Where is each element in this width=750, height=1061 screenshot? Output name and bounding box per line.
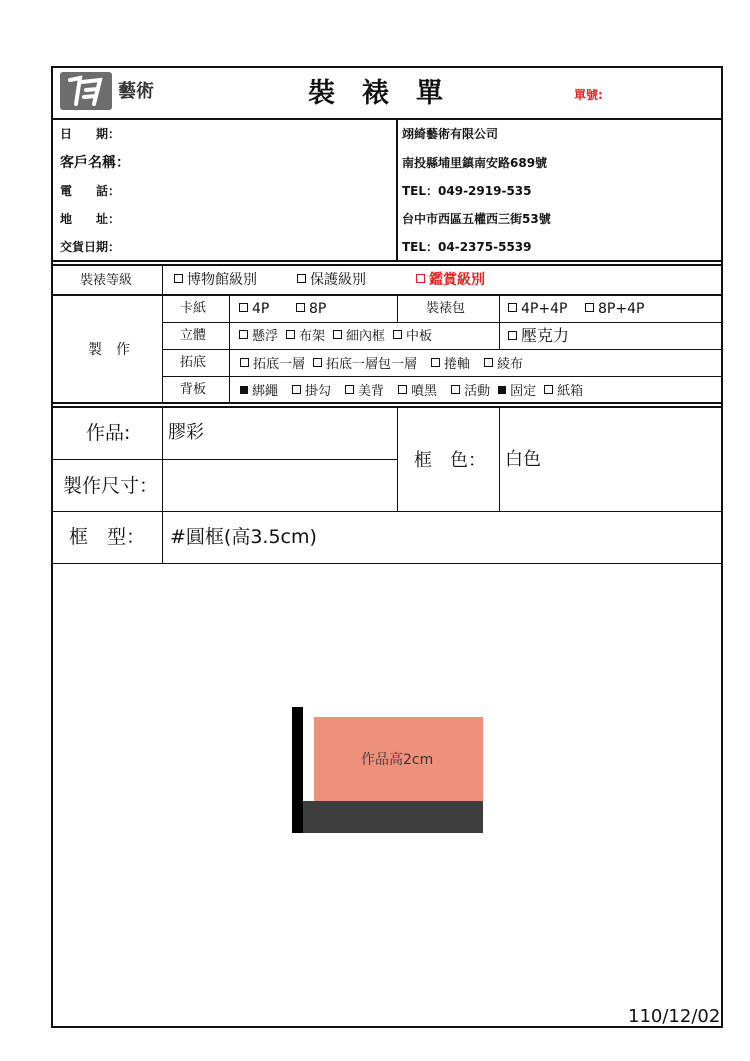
checkbox[interactable] — [431, 358, 440, 367]
company-tel-2: TEL：04-2375-5539 — [402, 240, 532, 254]
rule-prod-1 — [162, 322, 723, 323]
order-number-label: 單號: — [574, 88, 603, 102]
rubbing-option-one-layer[interactable]: 拓底一層 — [240, 358, 305, 371]
logo — [60, 72, 112, 110]
grade-label: 裝裱等級 — [80, 273, 133, 288]
rubbing-label: 拓底 — [180, 355, 207, 370]
mount-bag-option-4p4p[interactable]: 4P+4P — [508, 302, 567, 316]
company-name: 翊綺藝術有限公司 — [402, 127, 499, 141]
base-block — [303, 801, 483, 833]
cardboard-label: 卡紙 — [180, 301, 207, 316]
date-label: 日 期： — [60, 127, 121, 141]
solid-options — [239, 330, 440, 343]
rule-work-label-col — [162, 407, 163, 563]
checkbox[interactable] — [416, 274, 425, 283]
frame-type-value: #圓框(高3.5cm) — [170, 526, 317, 548]
checkbox[interactable] — [240, 358, 249, 367]
checkbox[interactable] — [508, 303, 517, 312]
backing-option-hook[interactable]: 掛勾 — [292, 385, 331, 398]
checkbox[interactable] — [398, 385, 407, 394]
rubbing-option-silk[interactable]: 綾布 — [484, 358, 523, 371]
artwork-height-label: 作品高2cm — [361, 752, 434, 768]
solid-option-cloth-stand[interactable]: 布架 — [286, 330, 325, 343]
delivery-date-label: 交貨日期： — [60, 240, 121, 254]
checkbox[interactable] — [239, 303, 248, 312]
checkbox-checked[interactable] — [498, 386, 506, 394]
checkbox[interactable] — [292, 385, 301, 394]
footer-date: 110/12/02 — [628, 1006, 721, 1027]
backing-option-fixed[interactable]: 固定 — [498, 385, 536, 398]
grade-option-appreciation[interactable]: 鑑賞級別 — [416, 273, 485, 287]
checkbox[interactable] — [296, 303, 305, 312]
customer-label: 客戶名稱： — [60, 155, 130, 171]
checkbox[interactable] — [544, 385, 553, 394]
solid-option-inner-frame[interactable]: 細內框 — [333, 330, 385, 343]
frame-profile-bar — [292, 707, 303, 833]
rule-prod-bottom-1 — [51, 402, 723, 404]
checkbox[interactable] — [585, 303, 594, 312]
backing-option-spray-black[interactable]: 噴黑 — [398, 385, 437, 398]
rule-prod-bottom-2 — [51, 406, 723, 408]
rubbing-option-wrap[interactable]: 拓底一層包一層 — [313, 358, 417, 371]
rule-work-bottom — [51, 511, 723, 512]
rubbing-options — [240, 358, 537, 371]
rule-sublabel-col — [229, 295, 230, 402]
company-address-1: 南投縣埔里鎮南安路689號 — [402, 156, 548, 170]
solid-option-acrylic[interactable]: 壓克力 — [508, 328, 569, 344]
backing-option-rope[interactable]: 綁繩 — [240, 385, 278, 398]
cardboard-option-8p[interactable]: 8P — [296, 302, 326, 316]
artwork-label: 作品: — [86, 422, 131, 444]
rule-grade-bottom — [51, 294, 723, 296]
checkbox[interactable] — [313, 358, 322, 367]
address-label: 地 址： — [60, 212, 121, 226]
rule-prod-3 — [162, 376, 723, 377]
artwork-value: 膠彩 — [168, 422, 204, 443]
checkbox[interactable] — [286, 330, 295, 339]
solid-label: 立體 — [180, 328, 207, 343]
rule-frametype-bottom — [51, 563, 723, 564]
size-label: 製作尺寸： — [63, 475, 159, 497]
backing-options — [240, 385, 597, 398]
grade-option-protection[interactable]: 保護級別 — [297, 273, 366, 287]
checkbox[interactable] — [174, 274, 183, 283]
form-frame — [51, 66, 723, 1028]
logo-text: 藝術 — [118, 81, 154, 102]
checkbox[interactable] — [451, 385, 460, 394]
mount-bag-label: 裝裱包 — [426, 301, 466, 316]
frame-color-value: 白色 — [505, 449, 541, 470]
rule-info-divider — [396, 119, 398, 260]
company-tel-1: TEL：049-2919-535 — [402, 184, 532, 198]
checkbox[interactable] — [393, 330, 402, 339]
rule-info-bottom-2 — [51, 264, 723, 266]
backing-option-movable[interactable]: 活動 — [451, 385, 490, 398]
rule-prod-mid-2 — [499, 295, 500, 349]
logo-brush-icon — [60, 72, 112, 110]
frame-color-label: 框 色： — [414, 450, 486, 471]
checkbox[interactable] — [345, 385, 354, 394]
checkbox[interactable] — [333, 330, 342, 339]
backing-option-box[interactable]: 紙箱 — [544, 385, 583, 398]
mount-bag-option-8p4p[interactable]: 8P+4P — [585, 302, 644, 316]
rule-prod-mid-1 — [397, 295, 398, 322]
solid-option-float[interactable]: 懸浮 — [239, 330, 278, 343]
backing-option-nice-back[interactable]: 美背 — [345, 385, 384, 398]
rule-info-bottom-1 — [51, 260, 723, 262]
rule-header — [51, 118, 723, 120]
rule-label-col — [162, 265, 163, 402]
backing-label: 背板 — [180, 382, 207, 397]
checkbox[interactable] — [508, 331, 517, 340]
company-address-2: 台中市西區五權西三街53號 — [402, 212, 551, 226]
rubbing-option-scroll[interactable]: 捲軸 — [431, 358, 470, 371]
rule-artwork — [51, 459, 397, 460]
production-label: 製 作 — [88, 342, 130, 358]
grade-option-museum[interactable]: 博物館級別 — [174, 273, 257, 287]
solid-option-mid-board[interactable]: 中板 — [393, 330, 432, 343]
rule-work-mid — [397, 407, 398, 511]
page-title: 裝 裱 單 — [308, 78, 443, 109]
frame-type-label: 框 型： — [69, 526, 146, 548]
rule-prod-2 — [162, 349, 723, 350]
checkbox[interactable] — [239, 330, 248, 339]
checkbox[interactable] — [484, 358, 493, 367]
rule-work-right — [499, 407, 500, 511]
checkbox-checked[interactable] — [240, 386, 248, 394]
cardboard-option-4p[interactable]: 4P — [239, 302, 269, 316]
phone-label: 電 話： — [60, 184, 121, 198]
checkbox[interactable] — [297, 274, 306, 283]
